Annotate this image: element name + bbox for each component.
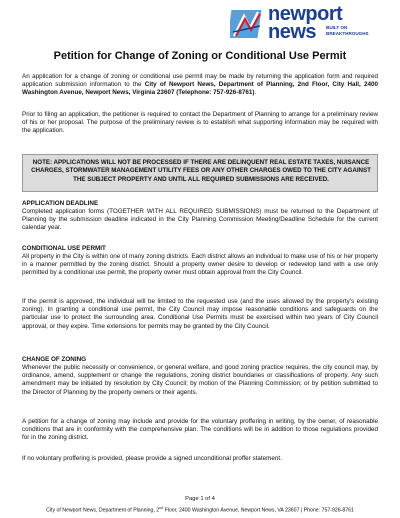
page-title: Petition for Change of Zoning or Conditional Use Permit <box>53 50 347 62</box>
footer-address: City of Newport News, Department of Planning, 2nd Floor, 2400 Washington Avenue, Newport News, VA 23607 | Phone: 757-926-8761 <box>46 506 354 514</box>
intro-paragraph: An application for a change of zoning or conditional use permit may be made by returning the application form and required application submission information to the City of Newport News, Department of Planning, 2nd Floor, City Hall, 2400 Washington Avenue, Newport News, Virginia 23607 (Telephone: 757-926-8761). <box>22 73 378 97</box>
conditional-use-permit-heading: CONDITIONAL USE PERMIT <box>22 245 106 252</box>
notice-text: NOTE: APPLICATIONS WILL NOT BE PROCESSED IF THERE ARE DELINQUENT REAL ESTATE TAXES, NUISANCE CHARGES, STORMWATER MANAGEMENT UTILITY FEES OR ANY OTHER CHARGES OWED TO THE CITY AGAINST THE SUBJECT PROPERTY AND UNTIL ALL REQUIRED SUBMISSIONS ARE RECEIVED. <box>31 159 371 183</box>
prior-review-paragraph: Prior to filing an application, the petitioner is required to contact the Department of Planning to arrange for a preliminary review of his or her proposal. The purpose of the preliminary review is to establish what supporting information may be required with the application. <box>22 111 378 135</box>
logo-wordmark-news: news <box>268 21 317 43</box>
change-of-zoning-text-2: A petition for a change of zoning may include and provide for the voluntary proffering in writing, by the owner, of reasonable conditions that are in conformity with the comprehensive plan. The conditions will be in addition to those regulations provided for in the zoning district. <box>22 418 378 442</box>
logo-mark-icon <box>230 6 264 40</box>
logo-tagline: BUILT ON BREAKTHROUGHS <box>326 25 369 36</box>
change-of-zoning-text-3: If no voluntary proffering is provided, please provide a signed unconditional proffer statement. <box>22 455 282 462</box>
conditional-use-permit-text-1: All property in the City is within one of many zoning districts. Each district allows an individual to make use of his or her property in a manner permitted by the zoning district. Should a property owner desire to develop or redevelop land with a use only permitted by a conditional use permit, the property owner must obtain approval from the City Council. <box>22 253 378 277</box>
logo-wordmark-newport: newport <box>268 3 343 25</box>
conditional-use-permit-text-2: If the permit is approved, the individual will be limited to the requested use (and the uses allowed by the property’s existing zoning). In granting a conditional use permit, the City Council may impose reasonable conditions and safeguards on the particular use to protect the surrounding area. Conditional Use Permits must be exercised within two years of City Council approval, or they expire. Time extensions for permits may be granted by the City Council. <box>22 298 378 330</box>
change-of-zoning-text-1: Whenever the public necessity or convenience, or general welfare, and good zoning practice requires, the city council may, by ordinance, amend, supplement or change the regulations, zoning district boundaries or classifications of property. Any such amendment may be initiated by resolution by City Council; by motion of the Planning Commission; or by petition submitted to the Director of Planning by the property owners or their agents. <box>22 364 378 396</box>
page-number: Page 1 of 4 <box>185 496 215 502</box>
application-deadline-heading: APPLICATION DEADLINE <box>22 200 99 207</box>
change-of-zoning-heading: CHANGE OF ZONING <box>22 356 87 363</box>
newport-news-logo[interactable] <box>230 4 390 44</box>
notice-box <box>22 154 378 192</box>
application-deadline-text: Completed application forms (TOGETHER WITH ALL REQUIRED SUBMISSIONS) must be returned to the Department of Planning by the submission deadline indicated in the City Planning Commission Meeting/Deadline Schedule for the current calendar year. <box>22 208 378 232</box>
